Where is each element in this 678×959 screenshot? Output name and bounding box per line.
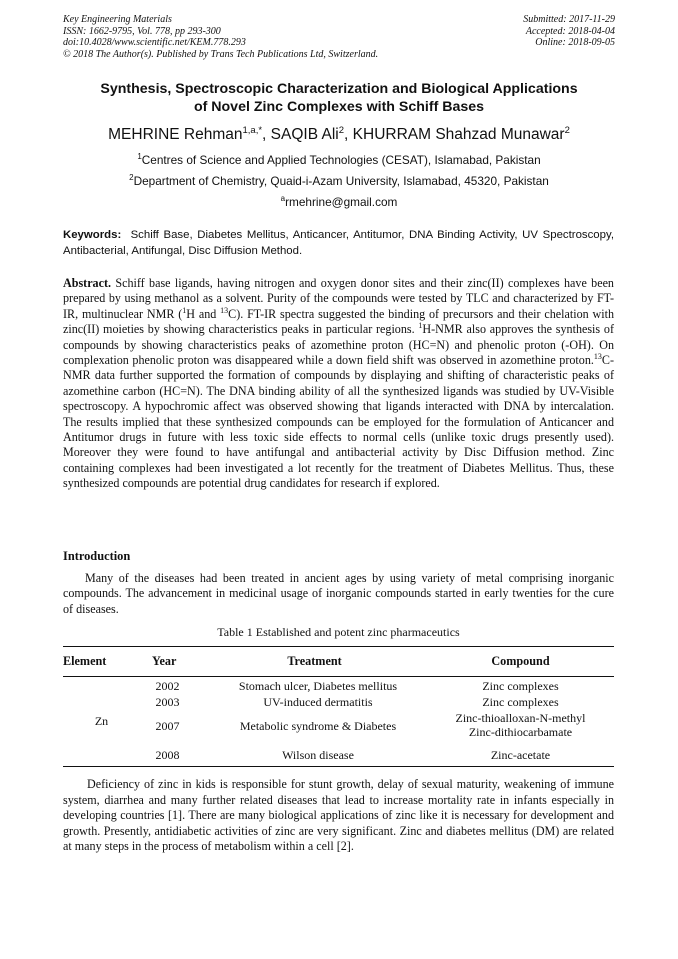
abstract-text: C). FT-IR spectra suggested the binding of precursors and their chelation with zinc(II) moieties by showing characteristics peaks in particular regions. [63,306,614,337]
abstract-text: C-NMR data further supported the formation of compounds by displaying and shifting of characteristic peaks of azomethine carbon (HC=N). The DNA binding ability of all the synthesized ligands was studied by UV-Visible spectroscopy. A hypochromic affect was observed showing that ligands interacted with DNA by intercalation. The results implied that these synthesized compounds can be employed for the formulation of Anticancer and Antitumor drugs in future with less toxic side effects to normal cells (unlike toxic drugs presently used). Moreover they were found to have antifungal and antibacterial activity by Disc Diffusion method. Zinc containing complexes had been investigated a lot recently for the treatment of Diabetes Mellitus. Thus, these synthesized compounds are potential drug candidates for research if explored. [63,353,614,491]
table-cell-year: 2002 [155,679,180,693]
online-date: Online: 2018-09-05 [535,37,615,48]
superscript: 13 [593,352,602,361]
table-top-rule [63,646,614,647]
journal-header-right [523,14,615,49]
affiliation-1 [20,150,658,167]
abstract-text: H-NMR also approves the synthesis of compounds by showing characteristics peaks of azomethine proton (HC=N) and phenolic proton (-OH). On complexation phenolic proton was disappeared while a down field shift was observed in azomethine proton. [63,322,614,368]
table-bottom-rule [63,766,614,767]
table-cell-year: 2003 [155,695,180,709]
affiliation-text: Centres of Science and Applied Technologies (CESAT), Islamabad, Pakistan [141,152,541,167]
superscript: 1 [418,321,423,331]
author-affiliation-mark: 1,a,* [242,125,263,136]
keywords-text: Schiff Base, Diabetes Mellitus, Anticancer, Antitumor, DNA Binding Activity, UV Spectroscopy, Antibacterial, Antifungal, Disc Diffusion Method. [63,229,614,257]
author-name: SAQIB Ali [270,126,339,144]
author-email [20,192,658,209]
copyright-line: © 2018 The Author(s). Published by Trans Tech Publications Ltd, Switzerland. [63,48,379,60]
table-header-year: Year [152,654,177,668]
table-cell-compound: Zinc complexes [482,695,559,709]
email-text[interactable]: rmehrine@gmail.com [285,194,398,209]
affiliation-mark: 1 [137,152,142,161]
affiliation-2 [20,171,658,188]
table-caption: Table 1 Established and potent zinc pharmaceutics [217,625,460,639]
abstract-block [63,276,614,492]
table-cell-treatment: Stomach ulcer, Diabetes mellitus [238,679,398,693]
keywords-label: Keywords: [63,229,122,241]
author-affiliation-mark: 2 [564,125,570,136]
submitted-date: Submitted: 2017-11-29 [523,14,615,25]
abstract-text: Schiff base ligands, having nitrogen and oxygen donor sites and their zinc(II) complexes have been prepared by using methanol as a solvent. Purity of the compounds were tested by TLC and characterized by FT-IR, multinuclear NMR ( [63,276,614,321]
compound-line: Zinc-dithiocarbamate [468,725,573,739]
author-list [20,121,658,145]
table-cell-compound: Zinc-acetate [490,748,551,762]
superscript: 1 [182,305,187,315]
paper-title [40,80,638,116]
author-separator: , [262,126,271,144]
table-cell-treatment: Metabolic syndrome & Diabetes [239,719,397,733]
table-header-treatment: Treatment [287,654,342,668]
journal-header-left [63,14,378,60]
table-cell-year: 2007 [155,719,180,733]
table-header-element: Element [63,654,107,668]
title-line: Synthesis, Spectroscopic Characterization and Biological Applications [100,81,578,97]
table-cell-year: 2008 [155,748,180,762]
section-heading-introduction: Introduction [63,549,131,563]
abstract-label: Abstract. [63,276,112,290]
author-separator: , [344,126,353,144]
table-cell-element: Zn [94,714,109,728]
abstract-text: H and [186,306,221,321]
author-affiliation-mark: 2 [338,125,345,136]
affiliation-text: Department of Chemistry, Quaid-i-Azam University, Islamabad, 45320, Pakistan [133,173,549,188]
table-cell-treatment: Wilson disease [282,748,354,762]
affiliation-mark: 2 [129,173,134,182]
accepted-date: Accepted: 2018-04-04 [525,25,615,37]
superscript: 13 [220,305,229,315]
introduction-paragraph: Many of the diseases had been treated in ancient ages by using variety of metal comprising inorganic compounds. The advancement in medicinal usage of inorganic compounds started in early twenties for the cure of diseases. [63,571,614,616]
table-cell-compound [433,711,608,739]
table-cell-treatment: UV-induced dermatitis [263,695,373,709]
compound-line: Zinc-thioalloxan-N-methyl [455,711,586,725]
keywords-block [63,227,614,259]
author-name: KHURRAM Shahzad Munawar [352,126,565,144]
journal-issn: ISSN: 1662-9795, Vol. 778, pp 293-300 [63,25,221,37]
author-name: MEHRINE Rehman [108,126,243,144]
table-header-compound: Compound [491,654,550,668]
journal-doi[interactable]: doi:10.4028/www.scientific.net/KEM.778.293 [63,37,246,48]
email-mark: a [280,194,286,203]
title-line: of Novel Zinc Complexes with Schiff Bases [193,99,485,115]
body-paragraph: Deficiency of zinc in kids is responsible for stunt growth, delay of sexual maturity, weakening of immune system, diarrhea and many further related diseases that lead to increase mortality rate in infants especially in developing countries [1]. There are many biological applications of zinc like it is necessary for development and growth. Presently, antidiabetic activities of zinc are very significant. Zinc and diabetes mellitus (DM) are related at many steps in the process of metabolism within a cell [2]. [63,777,614,854]
table-cell-compound: Zinc complexes [482,679,559,693]
table-header-rule [63,676,614,677]
journal-name: Key Engineering Materials [63,14,172,25]
